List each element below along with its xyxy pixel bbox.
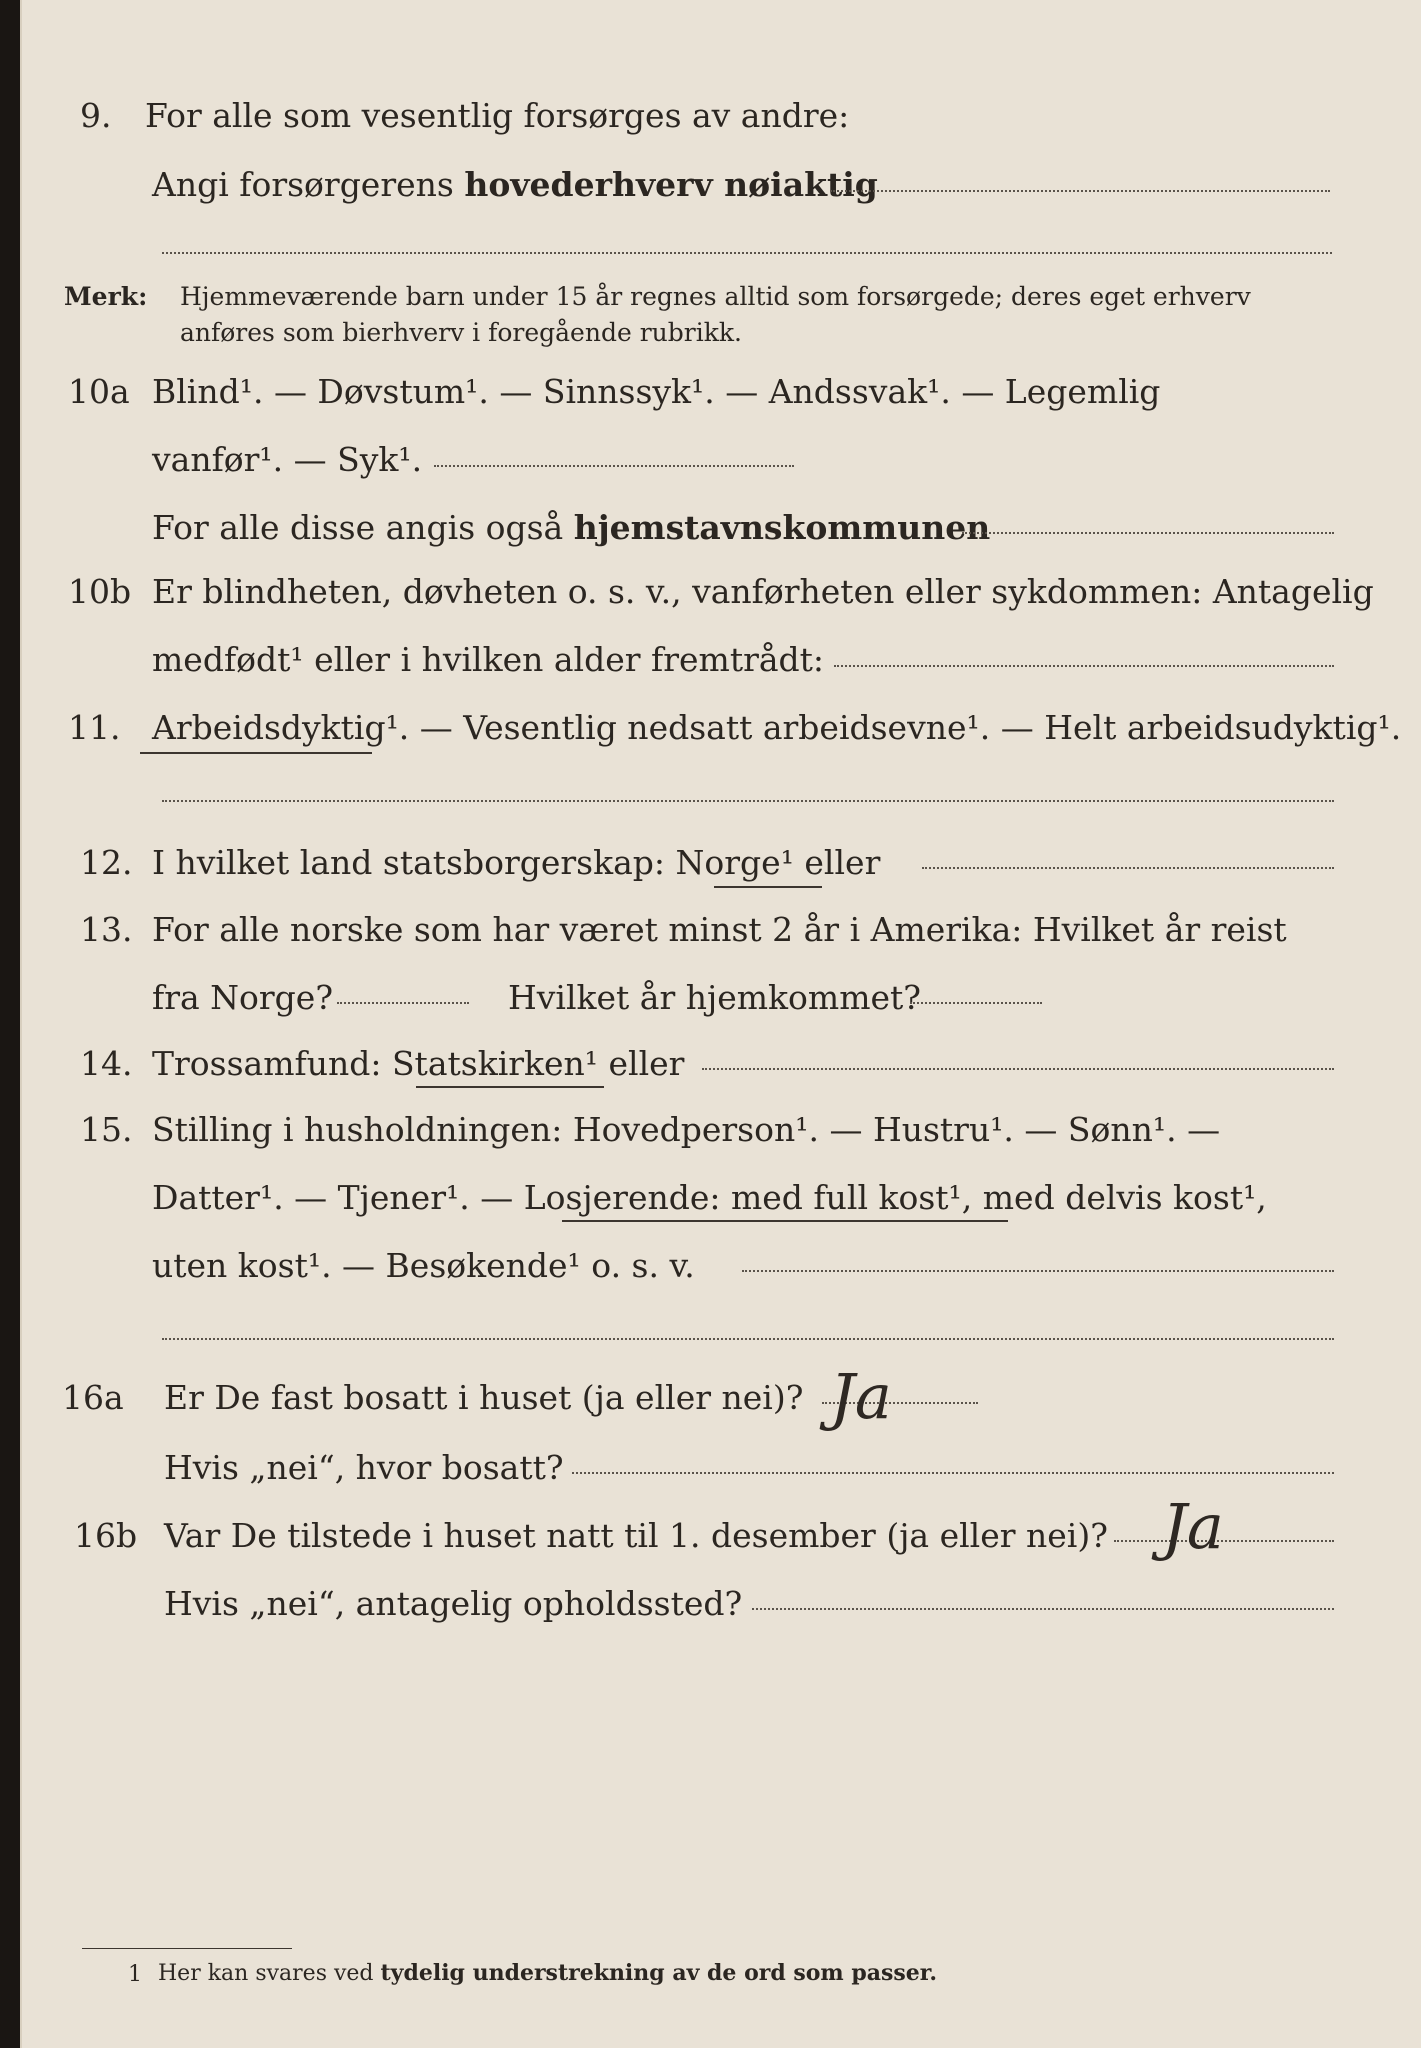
q16b-handwritten-answer: Ja (1162, 1490, 1224, 1563)
q15-line2 (152, 1178, 1267, 1217)
q10a-number: 10a (68, 372, 130, 411)
q9-line2 (152, 165, 878, 204)
q11-number: 11. (68, 708, 121, 747)
q16b-line2: Hvis „nei“, antagelig opholdssted? (164, 1584, 743, 1623)
q11-answer-line[interactable] (162, 800, 1334, 802)
q12-option-norge[interactable]: Norge (675, 843, 781, 882)
q10a-line2: vanfør¹. — Syk¹. (152, 440, 423, 479)
q14-text-end: ¹ eller (584, 1044, 685, 1083)
q12-answer-line[interactable] (922, 867, 1334, 869)
q14-line (152, 1044, 684, 1083)
q11-option-arbeidsdyktig[interactable]: Arbeidsdyktig (152, 708, 386, 747)
q15-line2-end: ¹, med delvis kost¹, (948, 1178, 1267, 1217)
q16b-opholdssted-line[interactable] (752, 1608, 1334, 1610)
q16a-number: 16a (62, 1378, 124, 1417)
q13-number: 13. (80, 910, 133, 949)
q9-answer-line[interactable] (830, 190, 1330, 192)
footnote-text-a: Her kan svares ved (158, 1961, 381, 1986)
q16b-line1: Var De tilstede i huset natt til 1. desember (ja eller nei)? (164, 1516, 1108, 1555)
q11-line (152, 708, 1401, 747)
q15-underline (562, 1220, 1008, 1222)
q15-answer-line[interactable] (742, 1270, 1334, 1272)
q14-answer-line[interactable] (702, 1068, 1334, 1070)
q10a-line3-text: For alle disse angis også (152, 508, 574, 547)
q12-text-end: ¹ eller (780, 843, 881, 882)
q14-text: Trossamfund: (152, 1044, 392, 1083)
q12-line (152, 843, 880, 882)
q10a-answer-line[interactable] (434, 465, 794, 467)
q10a-line1: Blind¹. — Døvstum¹. — Sinnssyk¹. — Andssvak¹. — Legemlig (152, 372, 1161, 411)
q14-underline (416, 1086, 604, 1088)
q9-line2-bold: hovederhverv nøiaktig (464, 165, 878, 204)
q15-line3: uten kost¹. — Besøkende¹ o. s. v. (152, 1246, 695, 1285)
footnote-mark: 1 (128, 1962, 142, 1987)
q9-number: 9. (80, 96, 112, 135)
q15-line2-text: Datter¹. — Tjener¹. — (152, 1178, 524, 1217)
q16a-line2: Hvis „nei“, hvor bosatt? (164, 1448, 564, 1487)
q9-answer-line-2[interactable] (162, 252, 1332, 254)
q13-line2b: Hvilket år hjemkommet? (508, 978, 921, 1017)
q10b-line1: Er blindheten, døvheten o. s. v., vanførheten eller sykdommen: Antagelig (152, 572, 1374, 611)
q13-line1: For alle norske som har været minst 2 år i Amerika: Hvilket år reist (152, 910, 1287, 949)
q9-line1: For alle som vesentlig forsørges av andre: (145, 96, 850, 135)
q15-number: 15. (80, 1110, 133, 1149)
footnote-text (158, 1960, 937, 1986)
footnote-text-b: tydelig understrekning av de ord som passer. (380, 1960, 938, 1986)
q13-line2a: fra Norge? (152, 978, 334, 1017)
q16b-answer-line[interactable] (1114, 1540, 1334, 1542)
q15-line1: Stilling i husholdningen: Hovedperson¹. — Hustru¹. — Sønn¹. — (152, 1110, 1221, 1149)
footnote-rule (82, 1948, 292, 1949)
q14-option-statskirken[interactable]: Statskirken (391, 1044, 585, 1083)
census-form-page (20, 0, 1421, 2048)
q10a-hjemstavn-line[interactable] (962, 532, 1334, 534)
q12-underline (714, 886, 822, 888)
q10b-answer-line[interactable] (834, 665, 1334, 667)
q15-option-losjerende-full-kost[interactable]: Losjerende: med full kost (523, 1178, 949, 1217)
q10b-line2: medfødt¹ eller i hvilken alder fremtrådt: (152, 640, 825, 679)
q10a-line3-bold: hjemstavnskommunen (573, 508, 991, 547)
q12-text: I hvilket land statsborgerskap: (152, 843, 676, 882)
q13-hjemkommet-line[interactable] (910, 1002, 1042, 1004)
q16a-bosatt-line[interactable] (572, 1472, 1334, 1474)
q11-rest: ¹. — Vesentlig nedsatt arbeidsevne¹. — Helt arbeidsudyktig¹. (385, 708, 1402, 747)
q11-underline (140, 752, 372, 754)
merk-line2: anføres som bierhverv i foregående rubrikk. (180, 318, 742, 347)
merk-line1: Hjemmeværende barn under 15 år regnes alltid som forsørgede; deres eget erhverv (180, 282, 1251, 311)
q10b-number: 10b (68, 572, 132, 611)
q14-number: 14. (80, 1044, 133, 1083)
q12-number: 12. (80, 843, 133, 882)
q16b-number: 16b (74, 1516, 138, 1555)
q13-reist-line[interactable] (337, 1002, 469, 1004)
q16a-line1: Er De fast bosatt i huset (ja eller nei)? (164, 1378, 804, 1417)
q16a-handwritten-answer: Ja (830, 1360, 892, 1433)
q9-line2-text: Angi forsørgerens (152, 165, 465, 204)
q15-answer-line-2[interactable] (162, 1338, 1334, 1340)
merk-label: Merk: (64, 282, 148, 311)
q10a-line3 (152, 508, 990, 547)
